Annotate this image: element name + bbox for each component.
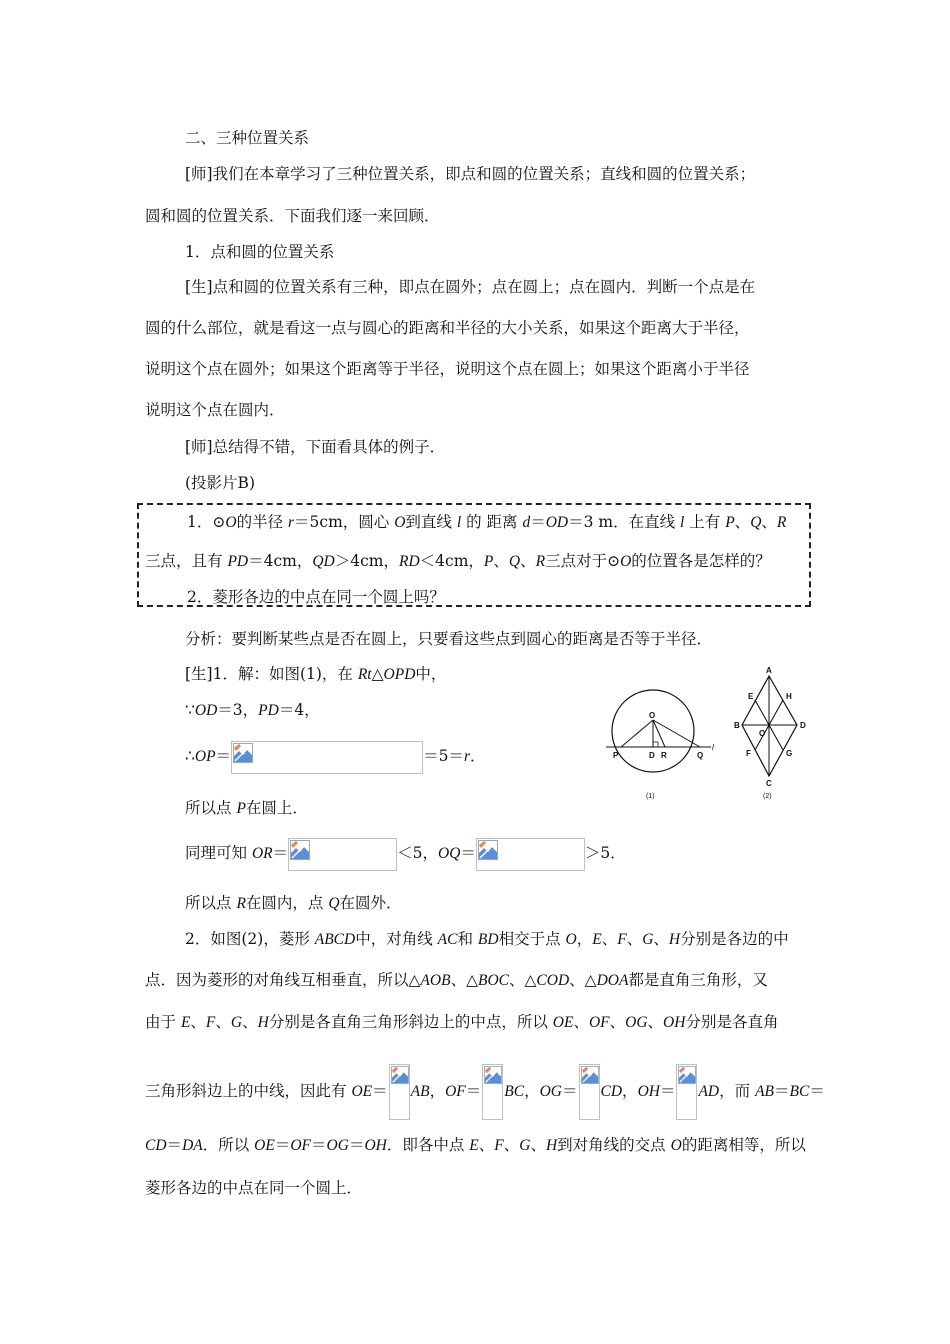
broken-image-placeholder [676,1064,697,1120]
geometry-figures [604,662,819,804]
broken-image-placeholder [579,1064,600,1120]
label-l: l [712,743,714,752]
solution2-line: 点．因为菱形的对角线互相垂直，所以△AOB、△BOC、△COD、△DOA都是直角三角形，又 [145,971,768,989]
broken-image-placeholder [482,1064,503,1120]
label-o2: O [759,729,766,738]
solution-line: 所以点 R在圆内，点 Q在圆外． [185,894,402,912]
solution-line: ∵OD＝3，PD＝4， [185,701,320,719]
paragraph-line: [师]我们在本章学习了三种位置关系，即点和圆的位置关系；直线和圆的位置关系； [185,165,756,183]
box-line-1: 1．⊙O的半径 r＝5cm，圆心 O到直线 l 的 距离 d＝OD＝3 m．在直线 l 上有 P、Q、R [187,513,787,531]
solution-line: [生]1．解：如图(1)，在 Rt△OPD中， [185,665,447,683]
broken-image-icon [478,840,498,860]
paragraph-line: 说明这个点在圆外；如果这个距离等于半径，说明这个点在圆上；如果这个距离小于半径 [145,360,750,378]
label-a: A [766,666,772,675]
solution2-line: CD＝DA．所以 OE＝OF＝OG＝OH．即各中点 E、F、G、H到对角线的交点 O的距离相等，所以 [145,1136,806,1154]
label-p: P [613,751,619,760]
label-o: O [649,711,656,720]
solution-line: 所以点 P在圆上． [185,799,308,817]
label-r: R [661,751,667,760]
figure-2-rhombus-diagram [734,666,806,800]
solution-line: ∴OP＝ ＝5＝r． [185,739,486,774]
broken-image-icon [233,743,253,763]
paragraph-line: 说明这个点在圆内． [145,401,285,419]
caption-fig1: (1) [646,793,655,800]
right-angle-mark [653,742,658,747]
analysis-line: 分析：要判断某些点是否在圆上，只要看这些点到圆心的距离是否等于半径． [185,630,713,648]
box-line-2: 三点，且有 PD＝4cm，QD＞4cm，RD＜4cm，P、Q、R三点对于⊙O的位置各是怎样的？ [145,552,771,570]
solution2-line: 菱形各边的中点在同一个圆上． [145,1179,363,1197]
label-f: F [746,749,751,758]
solution2-line: 由于 E、F、G、H分别是各直角三角形斜边上的中点，所以 OE、OF、OG、OH分别是各直角 [145,1013,779,1031]
segment-or [653,720,665,747]
segment-op [621,720,653,747]
broken-image-placeholder [231,741,423,774]
broken-image-icon [391,1066,409,1084]
broken-image-icon [290,840,310,860]
broken-image-icon [581,1066,599,1084]
label-c: C [766,779,772,788]
box-line-3: 2．菱形各边的中点在同一个圆上吗？ [187,588,445,606]
slide-label: (投影片B) [185,474,255,492]
label-g: G [786,749,793,758]
label-d: D [649,751,655,760]
solution2-line: 2．如图(2)，菱形 ABCD中，对角线 AC和 BD相交于点 O，E、F、G、H分别是各边的中 [185,930,789,948]
label-h: H [786,692,792,701]
label-d2: D [800,721,806,730]
paragraph-line: 圆和圆的位置关系．下面我们逐一来回顾． [145,207,440,225]
broken-image-placeholder [288,838,397,871]
broken-image-icon [484,1066,502,1084]
paragraph-line: [师]总结得不错，下面看具体的例子． [185,438,446,456]
section-title: 二、三种位置关系 [185,129,310,147]
solution2-line: 三角形斜边上的中线，因此有 OE＝ AB，OF＝ BC，OG＝ CD，OH＝ AD，而 AB＝BC＝ [145,1062,825,1121]
label-b: B [734,721,740,730]
label-q: Q [697,751,704,760]
solution-line: 同理可知 OR＝ ＜5，OQ＝ ＞5． [185,836,626,871]
figure-1-circle-diagram [606,690,714,800]
broken-image-icon [678,1066,696,1084]
broken-image-placeholder [476,838,585,871]
caption-fig2: (2) [763,793,772,800]
paragraph-line: [生]点和圆的位置关系有三种，即点在圆外；点在圆上；点在圆内．判断一个点是在 [185,278,756,296]
subsection-title: 1．点和圆的位置关系 [185,243,335,261]
paragraph-line: 圆的什么部位，就是看这一点与圆心的距离和半径的大小关系，如果这个距离大于半径， [145,319,750,337]
broken-image-placeholder [389,1064,410,1120]
label-e: E [748,692,754,701]
